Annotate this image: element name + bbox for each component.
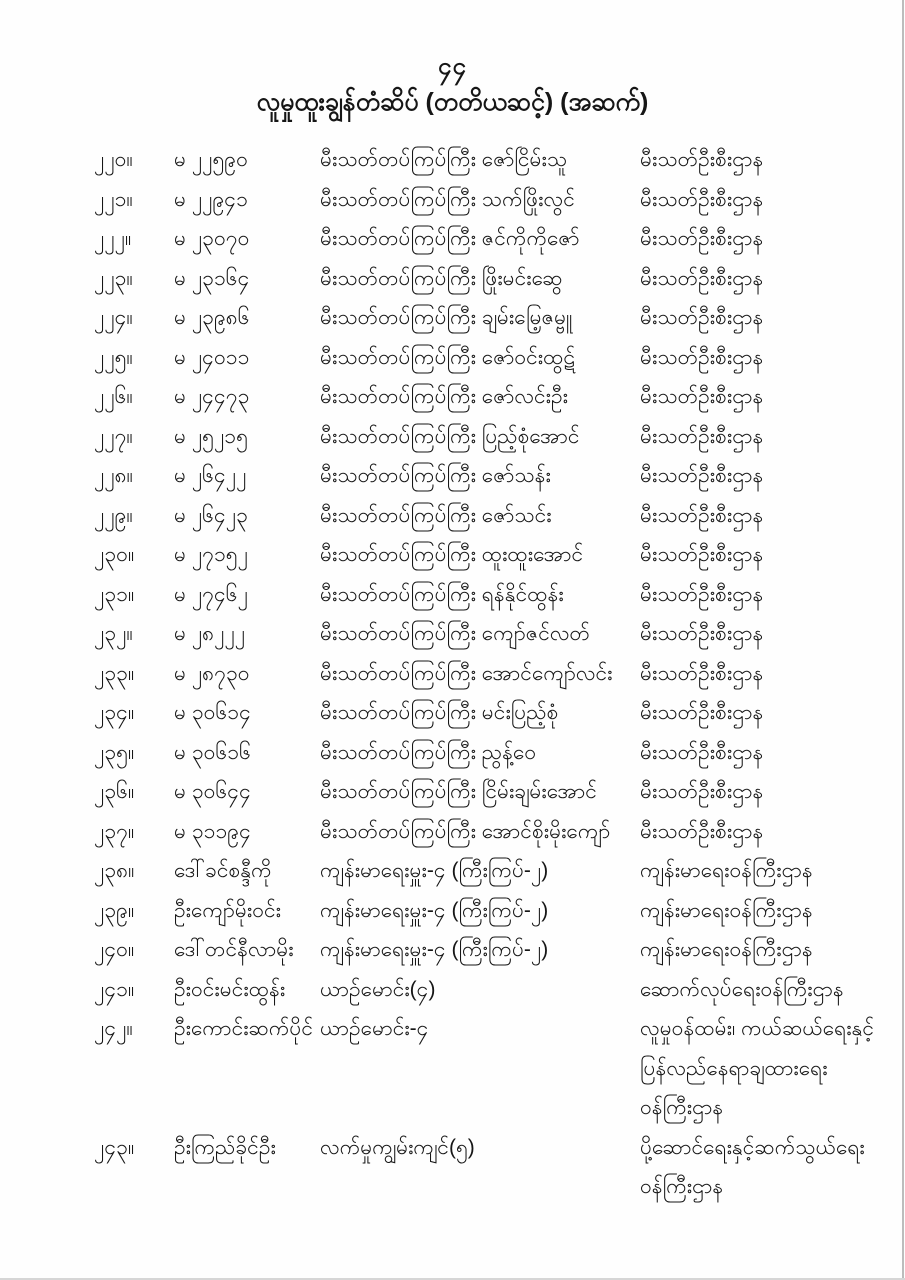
position-cell: မီးသတ်တပ်ကြပ်ကြီး မင်းပြည့်စုံ (320, 701, 559, 724)
position-cell: မီးသတ်တပ်ကြပ်ကြီး ဇင်ကိုကိုဇော် (320, 227, 580, 250)
name-cell: ဒေါ်တင်နီလာမိုး (174, 938, 294, 961)
department-line: လူမှုဝန်ထမ်း၊ ကယ်ဆယ်ရေးနှင့် (640, 1017, 875, 1040)
department-line: မီးသတ်ဦးစီးဌာန (640, 424, 764, 448)
position-cell: ယာဉ်မောင်း-၄ (320, 1017, 429, 1040)
department-cell (640, 693, 893, 733)
department-cell (640, 970, 893, 1010)
serial-cell: ၂၂၉။ (94, 503, 133, 527)
position-cell: မီးသတ်တပ်ကြပ်ကြီး ညွန့်ဝေ (320, 740, 537, 764)
position-cell: မီးသတ်တပ်ကြပ်ကြီး ကျော်ဇင်လတ် (320, 622, 590, 645)
table-row (94, 535, 893, 575)
department-cell (640, 1128, 893, 1207)
department-cell (640, 930, 893, 970)
table-row (94, 733, 893, 773)
table-row (94, 456, 893, 496)
serial-cell: ၂၄၀။ (94, 938, 135, 961)
position-cell: မီးသတ်တပ်ကြပ်ကြီး အောင်စိုးမိုးကျော် (320, 819, 611, 843)
department-line: ကျန်းမာရေးဝန်ကြီးဌာန (640, 938, 813, 961)
position-cell: မီးသတ်တပ်ကြပ်ကြီး ဇော်သင်း (320, 503, 552, 527)
department-line: မီးသတ်ဦးစီးဌာန (640, 622, 764, 645)
department-cell (640, 259, 893, 299)
position-cell: ယာဉ်မောင်း(၄) (320, 977, 436, 1001)
department-cell (640, 733, 893, 773)
department-cell (640, 654, 893, 694)
name-cell: မ ၂၂၅၉၀ (174, 148, 248, 171)
serial-cell: ၂၃၂။ (94, 622, 133, 645)
name-cell: ဦးကြည်ခိုင်ဦး (174, 1135, 276, 1159)
serial-cell: ၂၂၅။ (94, 345, 133, 369)
name-cell: ဦးကောင်းဆက်ပိုင် (174, 1017, 314, 1040)
name-cell: ဦးဝင်းမင်းထွန်း (174, 977, 286, 1001)
serial-cell: ၂၃၇။ (94, 819, 135, 843)
position-cell: မီးသတ်တပ်ကြပ်ကြီး ငြိမ်းချမ်းအောင် (320, 780, 597, 803)
name-cell: မ ၂၅၂၁၅ (174, 424, 248, 448)
serial-cell: ၂၂၆။ (94, 385, 133, 408)
department-cell (640, 219, 893, 259)
table-row (94, 417, 893, 457)
serial-cell: ၂၂၂။ (94, 227, 132, 250)
position-cell: မီးသတ်တပ်ကြပ်ကြီး ဖြိုးမင်းဆွေ (320, 266, 563, 290)
table-row (94, 891, 893, 931)
table-row (94, 575, 893, 615)
table-row (94, 654, 893, 694)
name-cell: ဦးကျော်မိုးဝင်း (174, 898, 281, 922)
department-line: ကျန်းမာရေးဝန်ကြီးဌာန (640, 898, 813, 922)
department-cell (640, 496, 893, 536)
serial-cell: ၂၄၁။ (94, 977, 135, 1001)
award-table (94, 140, 893, 1207)
name-cell: မ ၂၄၄၇၃ (174, 385, 250, 408)
position-cell: မီးသတ်တပ်ကြပ်ကြီး ဇော်ဝင်းထွဋ် (320, 345, 576, 369)
department-cell (640, 575, 893, 615)
department-cell (640, 417, 893, 457)
name-cell: မ ၂၈၂၂၂ (174, 622, 246, 645)
table-row (94, 930, 893, 970)
department-cell (640, 614, 893, 654)
department-line: မီးသတ်ဦးစီးဌာန (640, 187, 764, 211)
department-line: မီးသတ်ဦးစီးဌာန (640, 740, 764, 764)
serial-cell: ၂၃၅။ (94, 740, 135, 764)
page-number: ၄၄ (438, 53, 467, 80)
serial-cell: ၂၄၂။ (94, 1017, 133, 1040)
name-cell: ဒေါ်ခင်စန္ဒီကို (174, 859, 272, 882)
name-cell: မ ၂၆၄၂၂ (174, 464, 247, 487)
position-cell: မီးသတ်တပ်ကြပ်ကြီး ပြည့်စုံအောင် (320, 424, 580, 448)
department-line: မီးသတ်ဦးစီးဌာန (640, 819, 764, 843)
department-line: မီးသတ်ဦးစီးဌာန (640, 543, 764, 566)
department-line: မီးသတ်ဦးစီးဌာန (640, 780, 764, 803)
department-cell (640, 180, 893, 220)
department-cell (640, 535, 893, 575)
table-row (94, 1128, 893, 1207)
department-cell (640, 338, 893, 378)
department-line: ကျန်းမာရေးဝန်ကြီးဌာန (640, 859, 813, 882)
name-cell: မ ၃၀၆၁၄ (174, 701, 251, 724)
document-title: လူမှုထူးချွန်တံဆိပ် (တတိယဆင့်) (အဆက်) (256, 88, 649, 116)
scan-edge-right (902, 0, 904, 1280)
serial-cell: ၂၂၁။ (94, 187, 133, 211)
table-row (94, 180, 893, 220)
department-cell (640, 298, 893, 338)
name-cell: မ ၃၀၆၄၄ (174, 780, 251, 803)
table-row (94, 259, 893, 299)
position-cell: လက်မှုကျွမ်းကျင်(၅) (320, 1135, 475, 1159)
department-cell (640, 377, 893, 417)
department-line: မီးသတ်ဦးစီးဌာန (640, 266, 764, 290)
department-line: ဝန်ကြီးဌာန (640, 1096, 724, 1119)
department-line: မီးသတ်ဦးစီးဌာန (640, 661, 764, 685)
department-line: မီးသတ်ဦးစီးဌာန (640, 582, 764, 606)
name-cell: မ ၃၁၁၉၄ (174, 819, 251, 843)
name-cell: မ ၂၇၁၅၂ (174, 543, 248, 566)
serial-cell: ၂၂၃။ (94, 266, 133, 290)
position-cell: ကျန်းမာရေးမှူး-၄ (ကြီးကြပ်-၂) (320, 938, 549, 961)
serial-cell: ၂၂၇။ (94, 424, 133, 448)
serial-cell: ၂၃၃။ (94, 661, 135, 685)
table-row (94, 614, 893, 654)
name-cell: မ ၂၈၇၃၀ (174, 661, 250, 685)
department-line: မီးသတ်ဦးစီးဌာန (640, 227, 764, 250)
department-line: မီးသတ်ဦးစီးဌာန (640, 345, 764, 369)
table-row (94, 377, 893, 417)
serial-cell: ၂၂၀။ (94, 148, 133, 171)
department-cell (640, 812, 893, 852)
department-cell (640, 891, 893, 931)
position-cell: ကျန်းမာရေးမှူး-၄ (ကြီးကြပ်-၂) (320, 898, 549, 922)
department-line: ဝန်ကြီးဌာန (640, 1175, 724, 1198)
table-row (94, 219, 893, 259)
table-row (94, 693, 893, 733)
serial-cell: ၂၂၈။ (94, 464, 133, 487)
position-cell: မီးသတ်တပ်ကြပ်ကြီး အောင်ကျော်လင်း (320, 661, 613, 685)
serial-cell: ၂၃၆။ (94, 780, 135, 803)
table-row (94, 298, 893, 338)
department-cell (640, 140, 893, 180)
serial-cell: ၂၂၄။ (94, 306, 133, 329)
department-line: မီးသတ်ဦးစီးဌာန (640, 148, 764, 171)
table-row (94, 338, 893, 378)
table-row (94, 812, 893, 852)
position-cell: မီးသတ်တပ်ကြပ်ကြီး ဇော်သန်း (320, 464, 551, 487)
department-line: မီးသတ်ဦးစီးဌာန (640, 385, 764, 408)
name-cell: မ ၂၆၄၂၃ (174, 503, 248, 527)
name-cell: မ ၂၃၀၇၀ (174, 227, 250, 250)
name-cell: မ ၂၃၁၆၄ (174, 266, 250, 290)
position-cell: မီးသတ်တပ်ကြပ်ကြီး သက်ဖြိုးလွင် (320, 187, 575, 211)
department-cell (640, 772, 893, 812)
department-line: မီးသတ်ဦးစီးဌာန (640, 464, 764, 487)
name-cell: မ ၂၄၀၁၁ (174, 345, 250, 369)
serial-cell: ၂၃၉။ (94, 898, 135, 922)
department-cell (640, 456, 893, 496)
table-row (94, 970, 893, 1010)
table-row (94, 140, 893, 180)
department-line: ပို့ဆောင်ရေးနှင့်ဆက်သွယ်ရေး (640, 1135, 865, 1159)
name-cell: မ ၃၀၆၁၆ (174, 740, 251, 764)
department-line: မီးသတ်ဦးစီးဌာန (640, 306, 764, 329)
serial-cell: ၂၃၄။ (94, 701, 135, 724)
serial-cell: ၂၃၈။ (94, 859, 135, 882)
serial-cell: ၂၃၀။ (94, 543, 135, 566)
department-cell (640, 851, 893, 891)
department-line: ပြန်လည်နေရာချထားရေး (640, 1056, 828, 1080)
position-cell: မီးသတ်တပ်ကြပ်ကြီး ဇော်လင်းဦး (320, 385, 568, 408)
serial-cell: ၂၄၃။ (94, 1135, 135, 1159)
table-row (94, 851, 893, 891)
serial-cell: ၂၃၁။ (94, 582, 135, 606)
table-row (94, 772, 893, 812)
department-line: မီးသတ်ဦးစီးဌာန (640, 503, 764, 527)
name-cell: မ ၂၇၄၆၂ (174, 582, 248, 606)
position-cell: မီးသတ်တပ်ကြပ်ကြီး ထူးထူးအောင် (320, 543, 584, 566)
department-line: မီးသတ်ဦးစီးဌာန (640, 701, 764, 724)
position-cell: ကျန်းမာရေးမှူး-၄ (ကြီးကြပ်-၂) (320, 859, 549, 882)
table-row (94, 496, 893, 536)
department-cell (640, 1009, 893, 1128)
position-cell: မီးသတ်တပ်ကြပ်ကြီး ဇော်ငြိမ်းသူ (320, 148, 568, 171)
name-cell: မ ၂၃၉၈၆ (174, 306, 250, 329)
position-cell: မီးသတ်တပ်ကြပ်ကြီး ချမ်းမြေ့ဇမ္ဗူ (320, 306, 573, 329)
name-cell: မ ၂၂၉၄၁ (174, 187, 248, 211)
position-cell: မီးသတ်တပ်ကြပ်ကြီး ရန်နိုင်ထွန်း (320, 582, 564, 606)
department-line: ဆောက်လုပ်ရေးဝန်ကြီးဌာန (640, 977, 844, 1001)
table-row (94, 1009, 893, 1128)
